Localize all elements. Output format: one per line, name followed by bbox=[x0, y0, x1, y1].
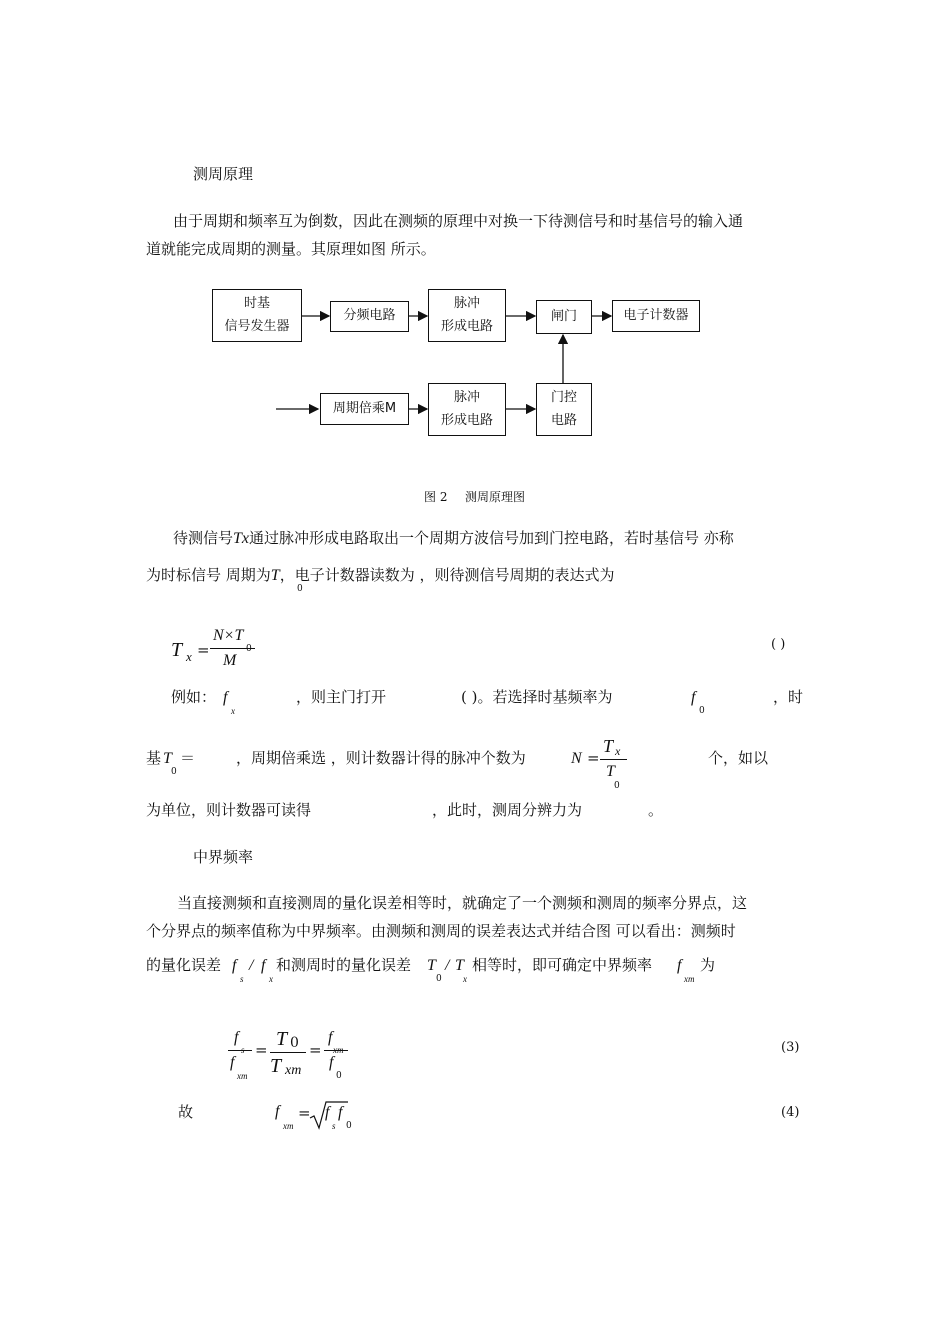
text-run: 故 bbox=[178, 1103, 194, 1121]
text-run: 为时标信号 周期为 bbox=[146, 566, 271, 584]
text-run: 为 bbox=[700, 956, 716, 974]
box-gate bbox=[536, 300, 592, 334]
math-var: f bbox=[261, 957, 266, 974]
math-var: T bbox=[427, 957, 436, 974]
box-label: 分频电路 bbox=[343, 308, 396, 324]
text-run: ，则主门打开 bbox=[296, 688, 387, 706]
box-label: 电子计数器 bbox=[623, 307, 689, 323]
math-subscript: 0 bbox=[171, 767, 177, 777]
fraction-numerator: T bbox=[603, 736, 614, 756]
fraction-denominator: f bbox=[329, 1054, 334, 1071]
equation-number: (4) bbox=[781, 1105, 800, 1120]
text-run: 待测信号 bbox=[173, 529, 234, 547]
box-pulse-shaper-top bbox=[428, 289, 506, 342]
fraction-bar bbox=[210, 648, 255, 649]
math-operator: = bbox=[255, 1041, 268, 1059]
fraction-denominator: T bbox=[270, 1055, 282, 1077]
text-run: ，时 bbox=[773, 688, 804, 706]
math-subscript: 0 bbox=[346, 1121, 352, 1131]
math-subscript: x bbox=[269, 974, 273, 984]
math-var: T bbox=[455, 957, 464, 974]
box-label: 门控 bbox=[550, 390, 577, 406]
box-label: 脉冲 bbox=[453, 296, 480, 312]
box-label: 电路 bbox=[550, 412, 577, 428]
text-run: 的量化误差 bbox=[146, 956, 222, 974]
fraction-bar bbox=[270, 1052, 306, 1053]
text-run: 和测周时的量化误差 bbox=[276, 956, 412, 974]
math-subscript: x bbox=[186, 649, 192, 664]
box-label: 信号发生器 bbox=[224, 318, 290, 334]
fraction-numerator: f bbox=[328, 1029, 333, 1046]
math-operator: = bbox=[309, 1041, 322, 1059]
text-run: 基 bbox=[146, 749, 162, 767]
math-subscript: 0 bbox=[699, 706, 705, 716]
box-timebase-generator bbox=[212, 289, 302, 342]
paragraph-line: 个分界点的频率值称为中界频率。由测频和测周的误差表达式并结合图 可以看出：测频时 bbox=[146, 922, 736, 940]
box-label: 周期倍乘M bbox=[332, 400, 397, 416]
text-run: ( )。若选择时基频率为 bbox=[461, 688, 613, 706]
text-run: 例如： bbox=[171, 688, 217, 706]
math-subscript: xm bbox=[285, 1063, 302, 1078]
math-subscript: xm bbox=[684, 974, 695, 984]
math-subscript: xm bbox=[237, 1071, 248, 1081]
fraction-numerator: T bbox=[276, 1028, 288, 1050]
box-label: 形成电路 bbox=[440, 318, 493, 334]
block-diagram bbox=[0, 0, 950, 480]
math-subscript: 0 bbox=[436, 974, 442, 984]
math-subscript: 0 bbox=[614, 781, 620, 791]
math-var: f bbox=[325, 1104, 330, 1121]
text-run: 通过脉冲形成电路取出一个周期方波信号加到门控电路，若时基信号 亦称 bbox=[249, 529, 734, 547]
fraction-numerator: f bbox=[234, 1029, 239, 1046]
section-heading-mid-frequency: 中界频率 bbox=[193, 848, 254, 866]
fraction-bar bbox=[600, 759, 627, 760]
equation-number: (3) bbox=[781, 1040, 800, 1055]
math-var: f bbox=[275, 1103, 280, 1120]
text-run: ＝ bbox=[180, 749, 196, 767]
math-subscript: 0 bbox=[336, 1071, 342, 1081]
math-subscript: x bbox=[463, 974, 467, 984]
text-run: ，周期倍乘选 ，则计数器计得的脉冲个数为 bbox=[236, 749, 526, 767]
paragraph-line bbox=[173, 531, 734, 547]
section-heading-period-principle: 测周原理 bbox=[193, 165, 254, 183]
math-subscript: xm bbox=[333, 1045, 344, 1055]
figure-caption-text: 测周原理图 bbox=[465, 490, 526, 504]
text-run: ，电子计数器读数为 ，则待测信号周期的表达式为 bbox=[279, 566, 615, 584]
math-subscript: s bbox=[240, 974, 244, 984]
figure-caption-number: 图 2 bbox=[424, 490, 448, 504]
math-var: f bbox=[338, 1104, 343, 1121]
box-pulse-shaper-bottom bbox=[428, 383, 506, 436]
paragraph-line: 由于周期和频率互为倒数，因此在测频的原理中对换一下待测信号和时基信号的输入通 bbox=[173, 212, 744, 230]
text-run: 为单位，则计数器可读得 bbox=[146, 801, 312, 819]
paragraph-line: 当直接测频和直接测周的量化误差相等时，就确定了一个测频和测周的频率分界点，这 bbox=[177, 894, 748, 912]
math-subscript: x bbox=[615, 744, 621, 758]
math-var: T bbox=[270, 567, 280, 584]
text-run: 个，如以 bbox=[708, 749, 769, 767]
math-subscript: 0 bbox=[290, 1035, 299, 1051]
math-var: f bbox=[691, 689, 696, 706]
box-electronic-counter bbox=[612, 300, 700, 332]
box-label: 形成电路 bbox=[440, 412, 493, 428]
math-operator: / bbox=[249, 957, 254, 974]
fraction-denominator: f bbox=[230, 1054, 235, 1071]
math-subscript: s bbox=[332, 1121, 336, 1131]
fraction-bar bbox=[324, 1050, 348, 1051]
math-subscript: xm bbox=[283, 1121, 294, 1131]
math-subscript: 0 bbox=[246, 644, 252, 654]
box-label: 时基 bbox=[243, 296, 270, 312]
paragraph-line: 道就能完成周期的测量。其原理如图 所示。 bbox=[146, 240, 436, 258]
math-operator: = bbox=[587, 749, 600, 767]
box-label: 闸门 bbox=[550, 308, 577, 324]
box-period-multiplier bbox=[320, 393, 409, 425]
math-var: T bbox=[171, 639, 183, 661]
box-label: 脉冲 bbox=[453, 390, 480, 406]
paragraph-line bbox=[146, 568, 614, 584]
text-run: 相等时，即可确定中界频率 bbox=[472, 956, 653, 974]
math-operator: = bbox=[197, 641, 210, 659]
text-run: ，此时，测周分辨力为 bbox=[432, 801, 583, 819]
math-operator: / bbox=[445, 957, 450, 974]
math-var: N bbox=[571, 750, 582, 767]
math-subscript: x bbox=[231, 706, 235, 716]
math-var: f bbox=[223, 689, 228, 706]
math-var: f bbox=[677, 957, 682, 974]
fraction-denominator: T bbox=[606, 763, 615, 780]
math-var: Tx bbox=[233, 530, 250, 547]
box-frequency-divider bbox=[330, 301, 409, 332]
fraction-bar bbox=[228, 1050, 252, 1051]
math-operator: = bbox=[298, 1104, 311, 1122]
fraction-numerator: N×T bbox=[213, 627, 244, 644]
math-var: T bbox=[163, 750, 172, 767]
math-subscript: 0 bbox=[297, 584, 303, 594]
box-gate-control bbox=[536, 383, 592, 436]
fraction-denominator: M bbox=[223, 652, 237, 669]
text-run: 。 bbox=[648, 801, 664, 819]
math-var: f bbox=[232, 957, 237, 974]
math-subscript: s bbox=[241, 1045, 245, 1055]
equation-number: ( ) bbox=[771, 637, 786, 652]
